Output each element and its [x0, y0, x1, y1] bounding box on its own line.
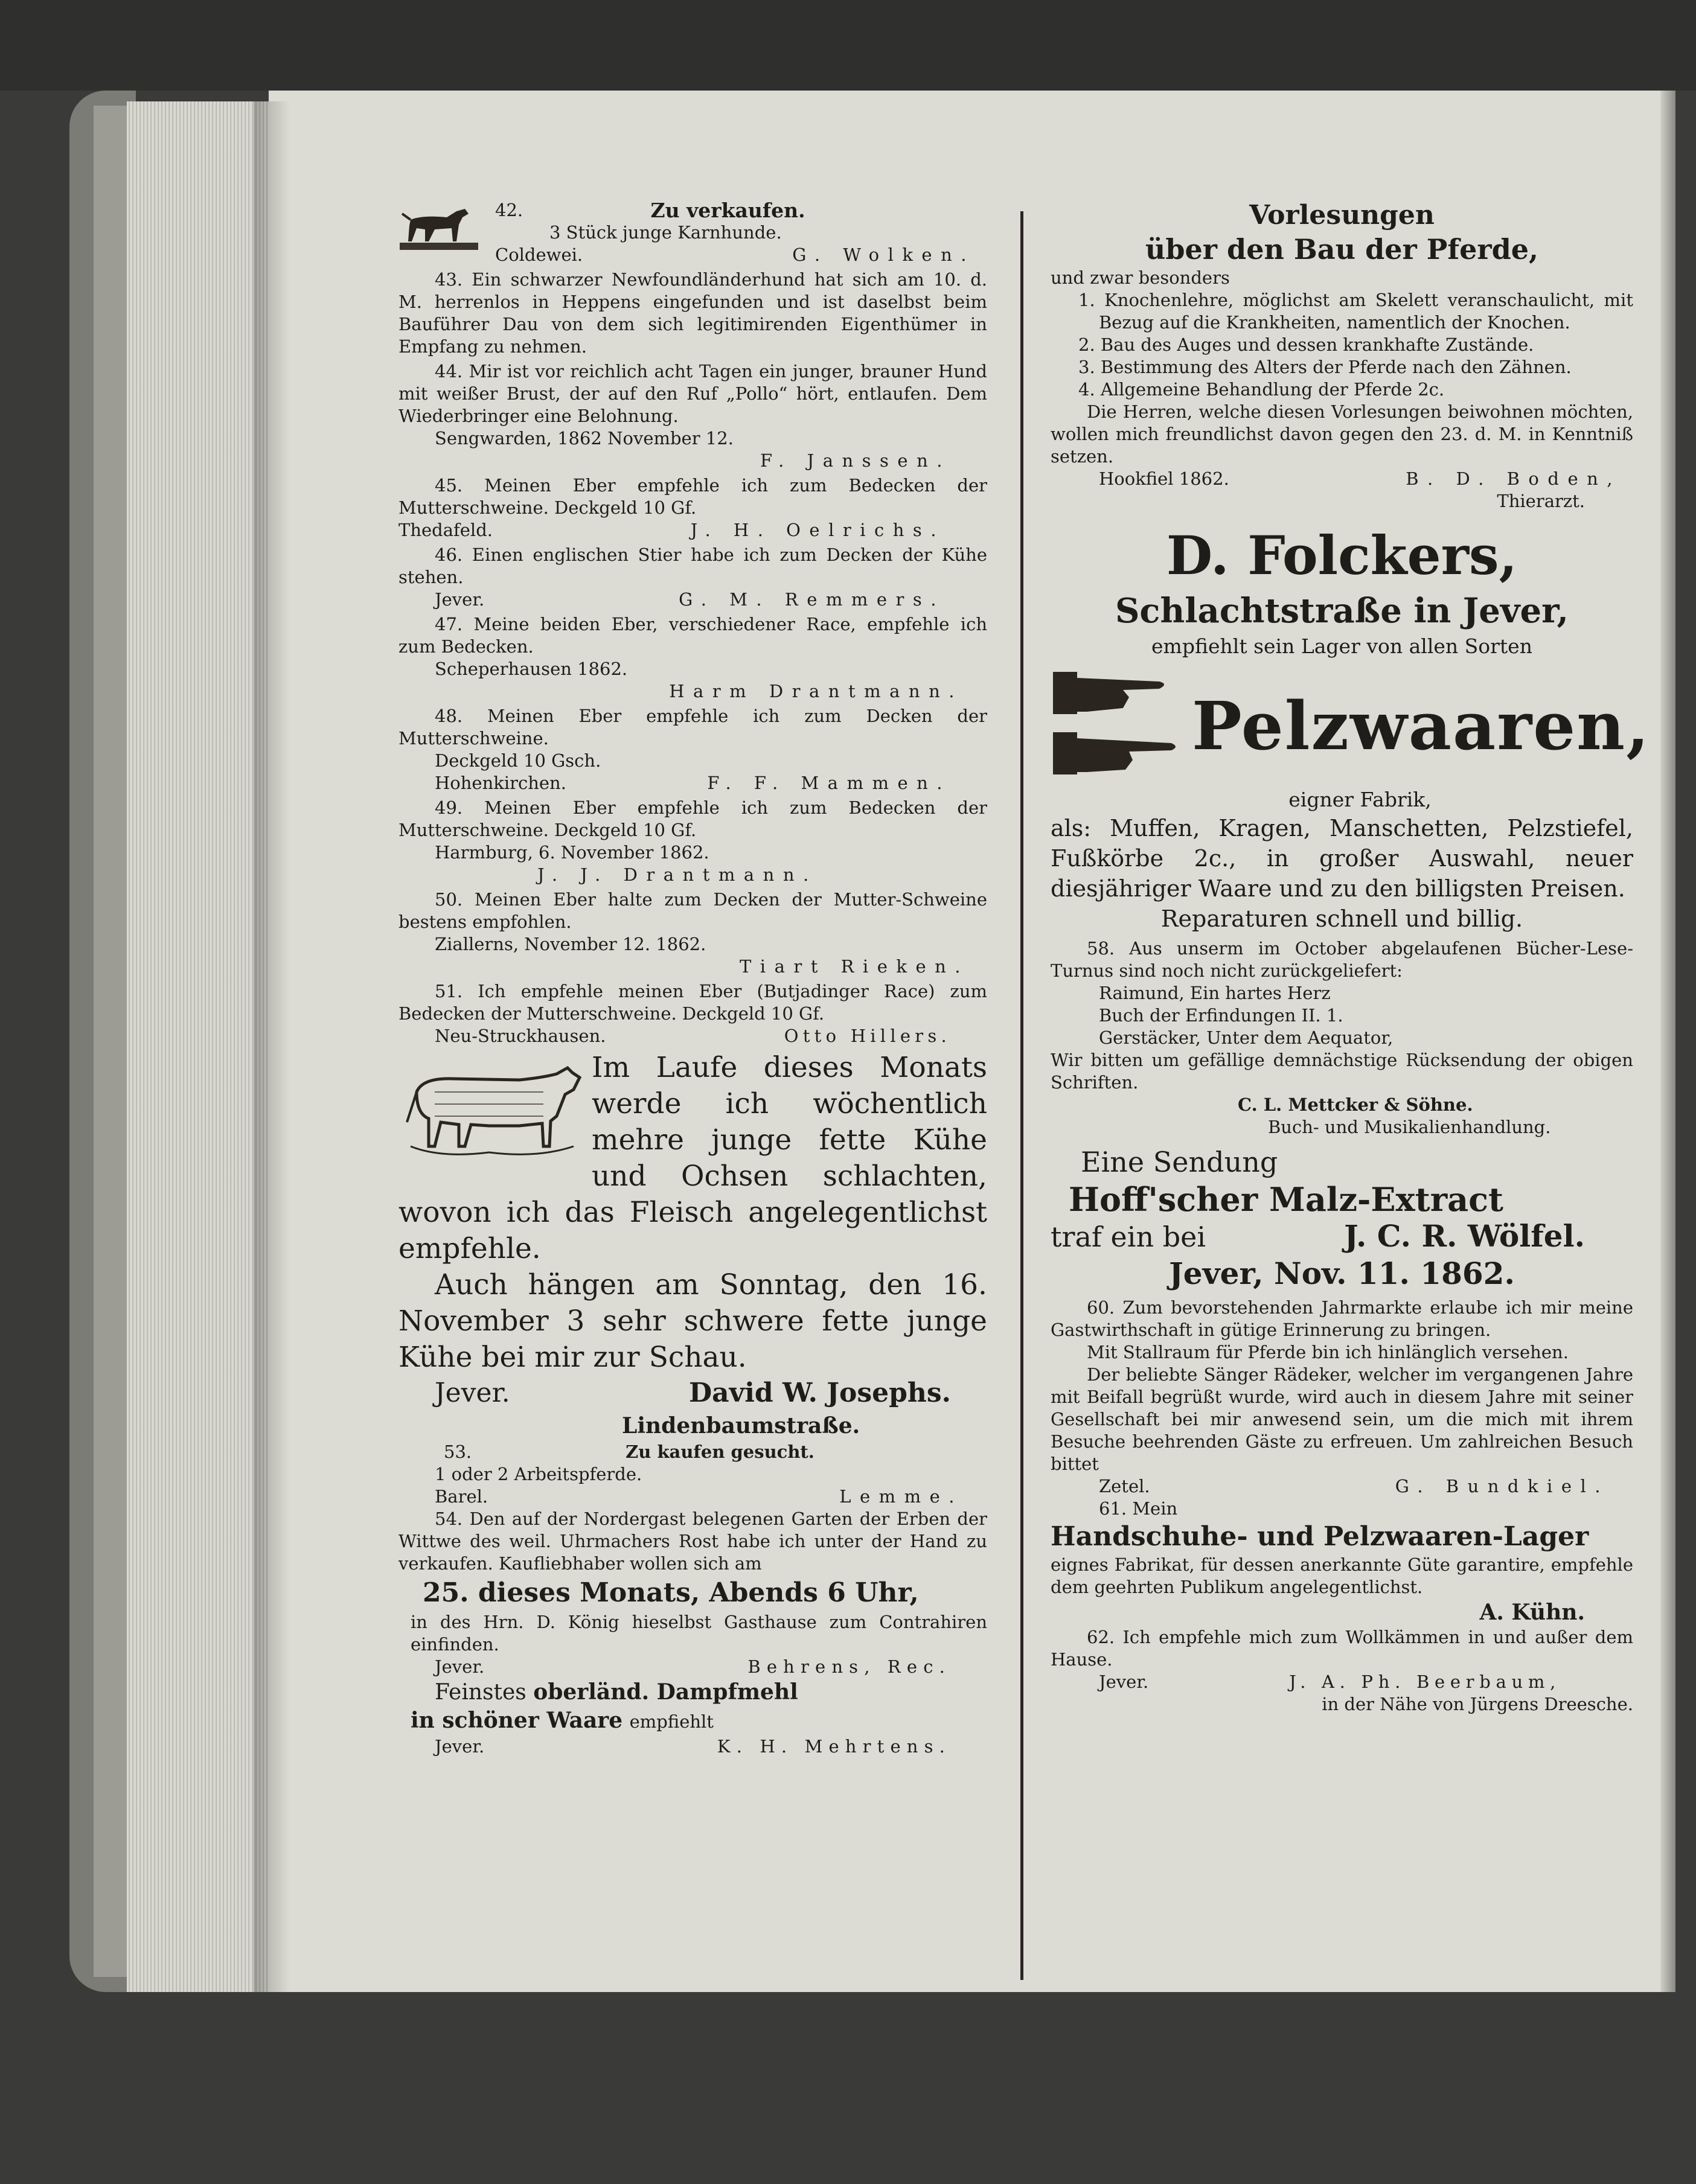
ad-61: [1051, 1498, 1633, 1626]
ad-48: [398, 705, 987, 794]
ad-signature: J. A. Ph. Beerbaum,: [1289, 1672, 1561, 1692]
ad-dateline: Harmburg, 6. November 1862.: [435, 842, 709, 863]
list-item: Raimund, Ein hartes Herz: [1099, 983, 1331, 1003]
scan-background-bottom: [66, 1992, 1696, 2184]
ad-60: [1051, 1297, 1633, 1498]
ad-subtitle: in der Nähe von Jürgens Dreesche.: [1322, 1694, 1633, 1714]
ad-place: Jever.: [435, 1378, 510, 1408]
ad-heading: Schlachtstraße in Jever,: [1115, 591, 1569, 631]
ad-heading: Zu kaufen gesucht.: [626, 1442, 814, 1462]
ad-text: Feinstes: [435, 1680, 526, 1705]
ad-55: [398, 1678, 987, 1758]
ad-signature: Tiart Rieken.: [739, 956, 969, 977]
ad-text: Die Herren, welche diesen Vorlesungen beiwohnen möchten, wollen mich freundlichst davon gegen den 23. d. M. in Kenntniß setzen.: [1051, 401, 1633, 467]
ad-text: und zwar besonders: [1051, 267, 1230, 288]
ad-50: [398, 889, 987, 978]
ad-text: 3 Stück junge Karnhunde.: [549, 222, 782, 243]
ad-heading: D. Folckers,: [1166, 524, 1518, 587]
list-item: 4. Allgemeine Behandlung der Pferde 2c.: [1078, 379, 1445, 400]
ad-51: [398, 980, 987, 1047]
ad-46: [398, 544, 987, 611]
ad-56: [1051, 199, 1633, 512]
ad-signature: B. D. Boden,: [1406, 468, 1621, 489]
list-item: 2. Bau des Auges und dessen krankhafte Zustände.: [1078, 334, 1534, 355]
list-item: 1. Knochenlehre, möglichst am Skelett veranschaulicht, mit Bezug auf die Krankheiten, namentlich der Knochen.: [1078, 290, 1633, 333]
ad-52: [398, 1050, 987, 1441]
ad-dateline: Ziallerns, November 12. 1862.: [435, 934, 706, 954]
ad-59: [1051, 1145, 1633, 1293]
ad-47: [398, 613, 987, 703]
ad-subtitle: Buch- und Musikalienhandlung.: [1268, 1117, 1551, 1137]
ad-place: Zetel.: [1099, 1476, 1150, 1496]
ad-text: 44. Mir ist vor reichlich acht Tagen ein junger, brauner Hund mit weißer Brust, der auf den Ruf „Pollo“ hört, entlaufen. Dem Wiederbringer eine Belohnung.: [398, 361, 987, 426]
ad-place: Barel.: [435, 1486, 488, 1507]
ad-dateline: Sengwarden, 1862 November 12.: [435, 428, 734, 449]
ad-product: Pelzwaaren,: [1192, 687, 1651, 765]
ad-heading: Handschuhe- und Pelzwaaren-Lager: [1051, 1521, 1589, 1552]
ad-62: [1051, 1626, 1633, 1716]
ad-signature: G. M. Remmers.: [679, 589, 945, 610]
ad-place: Jever.: [435, 1736, 485, 1757]
ad-text: Mit Stallraum für Pferde bin ich hinlänglich versehen.: [1087, 1342, 1569, 1362]
ad-text: 61. Mein: [1099, 1498, 1178, 1519]
page-right-edge: [1660, 91, 1675, 2016]
ad-signature: A. Kühn.: [1479, 1600, 1585, 1625]
ad-45: [398, 474, 987, 541]
ad-text: Eine Sendung: [1081, 1146, 1278, 1178]
list-item: 3. Bestimmung des Alters der Pferde nach den Zähnen.: [1078, 357, 1572, 377]
ad-signature: J. C. R. Wölfel.: [1344, 1218, 1585, 1254]
ad-text: empfiehlt: [629, 1711, 714, 1732]
ad-signature: J. H. Oelrichs.: [690, 520, 945, 540]
ad-text: 50. Meinen Eber halte zum Decken der Mutter-Schweine bestens empfohlen.: [398, 889, 987, 932]
scan-background-top: [0, 0, 1696, 91]
ad-address: Lindenbaumstraße.: [622, 1413, 860, 1438]
left-column: [398, 199, 987, 1758]
ad-text: 62. Ich empfehle mich zum Wollkämmen in und außer dem Hause.: [1051, 1627, 1633, 1670]
ad-heading: in schöner Waare: [411, 1708, 623, 1733]
ad-dateline: Jever, Nov. 11. 1862.: [1169, 1256, 1515, 1291]
ad-54: [398, 1508, 987, 1678]
ad-text: als: Muffen, Kragen, Manschetten, Pelzstiefel, Fußkörbe 2c., in großer Auswahl, neuer diesjähriger Waare und zu den billigsten Preisen.: [1051, 815, 1633, 902]
ad-text: eigner Fabrik,: [1288, 788, 1432, 811]
ad-text: 47. Meine beiden Eber, verschiedener Race, empfehle ich zum Bedecken.: [398, 614, 987, 657]
ad-58: [1051, 937, 1633, 1138]
ad-text: traf ein bei: [1051, 1221, 1206, 1253]
ad-place: Coldewei.: [495, 244, 583, 265]
ad-text: 1 oder 2 Arbeitspferde.: [435, 1464, 642, 1484]
ad-text: 49. Meinen Eber empfehle ich zum Bedecken der Mutterschweine. Deckgeld 10 Gf.: [398, 797, 987, 840]
ad-text: Im Laufe dieses Monats werde ich wöchentlich mehre junge fette Kühe und Ochsen schlachten, wovon ich das Fleisch angelegentlichst empfehle.: [398, 1051, 987, 1265]
ad-text: Der beliebte Sänger Rädeker, welcher im vergangenen Jahre mit Beifall begrüßt wurde, wird auch in diesem Jahre mit seiner Gesellschaft bei mir anwesend sein, um die mich mit ihrem Besuche beehrenden Gäste zu erfreuen. Um zahlreichen Besuch bittet: [1051, 1364, 1633, 1474]
ad-text: 46. Einen englischen Stier habe ich zum Decken der Kühe stehen.: [398, 544, 987, 587]
ad-signature: Harm Drantmann.: [669, 681, 963, 701]
ad-signature: F. Janssen.: [760, 450, 951, 471]
ad-signature: Lemme.: [839, 1486, 963, 1507]
ad-dateline: Scheperhausen 1862.: [435, 659, 628, 679]
ad-place: Neu-Struckhausen.: [435, 1026, 606, 1046]
ad-place: Thedafeld.: [398, 520, 493, 540]
ad-text: 51. Ich empfehle meinen Eber (Butjadinger Race) zum Bedecken der Mutterschweine. Deckgeld 10 Gf.: [398, 981, 987, 1024]
ad-place: Jever.: [435, 589, 485, 610]
ad-text: Wir bitten um gefällige demnächstige Rücksendung der obigen Schriften.: [1051, 1050, 1633, 1093]
ad-dateline: Hookfiel 1862.: [1099, 468, 1229, 489]
ad-57: [1051, 522, 1651, 934]
ad-place: Hohenkirchen.: [435, 773, 566, 793]
page-edges: [127, 101, 272, 2009]
ad-text: 58. Aus unserm im October abgelaufenen Bücher-Lese-Turnus sind noch nicht zurückgeliefert:: [1051, 938, 1633, 981]
ad-date-highlight: 25. dieses Monats, Abends 6 Uhr,: [423, 1577, 919, 1608]
ad-signature: C. L. Mettcker & Söhne.: [1238, 1094, 1473, 1115]
ad-42: [398, 199, 987, 266]
ad-heading: über den Bau der Pferde,: [1145, 233, 1539, 266]
ad-heading: oberländ. Dampfmehl: [533, 1679, 798, 1705]
dog-woodcut-icon: [398, 196, 483, 256]
ad-signature: G. Wolken.: [792, 244, 975, 265]
ad-text: 48. Meinen Eber empfehle ich zum Decken der Mutterschweine.: [398, 706, 987, 749]
ad-place: Jever.: [435, 1656, 485, 1677]
list-item: Gerstäcker, Unter dem Aequator,: [1099, 1027, 1394, 1048]
ad-text: in des Hrn. D. König hieselbst Gasthause zum Contrahiren einfinden.: [411, 1612, 987, 1655]
ad-signature: F. F. Mammen.: [707, 773, 951, 793]
ad-place: Jever.: [1099, 1672, 1149, 1692]
ad-heading: Zu verkaufen.: [650, 199, 805, 222]
ad-43: 43. Ein schwarzer Newfoundländerhund hat sich am 10. d. M. herrenlos in Heppens eingefunden und ist daselbst beim Bauführer Dau von dem sich legitimirenden Eigenthümer in Empfang zu nehmen.: [398, 269, 987, 357]
ad-text: Deckgeld 10 Gsch.: [435, 750, 601, 771]
ad-signature: G. Bundkiel.: [1395, 1476, 1609, 1496]
ad-text: 45. Meinen Eber empfehle ich zum Bedecken der Mutterschweine. Deckgeld 10 Gf.: [398, 475, 987, 518]
ad-signature: J. J. Drantmann.: [537, 864, 818, 885]
ad-text: 60. Zum bevorstehenden Jahrmarkte erlaube ich mir meine Gastwirthschaft in gütige Erinnerung zu bringen.: [1051, 1297, 1633, 1340]
ad-signature: Behrens, Rec.: [747, 1656, 951, 1677]
gutter-shadow: [254, 101, 290, 2009]
ad-text: eignes Fabrikat, für dessen anerkannte Güte garantire, empfehle dem geehrten Publikum angelegentlichst.: [1051, 1554, 1633, 1597]
ad-text: Reparaturen schnell und billig.: [1160, 905, 1523, 932]
ad-text: empfiehlt sein Lager von allen Sorten: [1151, 634, 1532, 658]
ad-text: 54. Den auf der Nordergast belegenen Garten der Erben der Wittwe des weil. Uhrmachers Rost habe ich unter der Hand zu verkaufen. Kaufliebhaber wollen sich am: [398, 1509, 987, 1574]
ad-number: 53.: [444, 1442, 472, 1462]
ad-44: [398, 360, 987, 472]
ad-text: Auch hängen am Sonntag, den 16. November 3 sehr schwere fette junge Kühe bei mir zur Schau.: [398, 1268, 987, 1374]
ad-signature: K. H. Mehrtens.: [717, 1736, 951, 1757]
ad-signature: Otto Hillers.: [784, 1026, 951, 1046]
cow-woodcut-icon: [398, 1056, 586, 1183]
ad-number: 42.: [495, 200, 523, 220]
column-divider: [1020, 211, 1023, 1980]
pointing-hands-icon: [1051, 660, 1183, 793]
ad-heading: Hoff'scher Malz-Extract: [1069, 1180, 1503, 1219]
list-item: Buch der Erfindungen II. 1.: [1099, 1005, 1343, 1026]
ad-title: Thierarzt.: [1497, 491, 1585, 511]
ad-signature: David W. Josephs.: [688, 1378, 951, 1408]
ad-heading: Vorlesungen: [1249, 200, 1435, 231]
ad-49: [398, 797, 987, 886]
ad-53: [398, 1441, 987, 1508]
right-column: [1051, 199, 1651, 1716]
